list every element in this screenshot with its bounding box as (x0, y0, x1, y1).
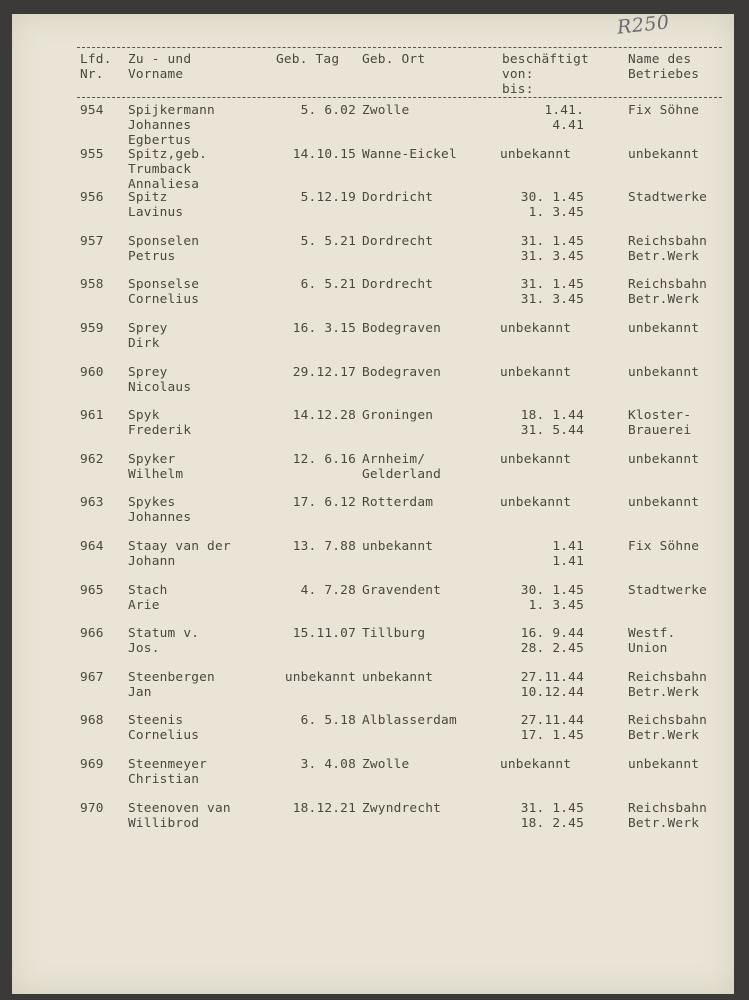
header-betrieb (628, 52, 728, 82)
row-betrieb-line: Betr.Werk (628, 816, 700, 831)
handwritten-note: R250 (615, 11, 671, 39)
row-name (128, 365, 268, 395)
row-beschaeftigt-line: 10.12.44 (520, 685, 584, 700)
row-beschaeftigt (488, 670, 584, 700)
row-nr (80, 452, 120, 467)
header-nr-line: Lfd. (80, 52, 112, 67)
row-geb-ort-line: Arnheim/ (362, 452, 426, 467)
row-geb-ort (362, 408, 490, 423)
row-nr (80, 190, 120, 205)
row-nr (80, 147, 120, 162)
row-betrieb-line: Betr.Werk (628, 685, 700, 700)
row-geb-tag (264, 626, 356, 641)
row-nr-line: 962 (80, 452, 104, 467)
row-betrieb (628, 365, 728, 380)
row-betrieb (628, 801, 728, 831)
row-nr-line: 957 (80, 234, 104, 249)
row-beschaeftigt-line: 30. 1.45 (520, 190, 584, 205)
row-geb-tag (264, 277, 356, 292)
row-beschaeftigt (500, 321, 596, 336)
row-geb-tag-line: 16. 3.15 (292, 321, 356, 336)
row-name-line: Sprey (128, 365, 168, 380)
row-name-line: Willibrod (128, 816, 200, 831)
row-geb-ort (362, 539, 490, 554)
header-betrieb-line: Name des (628, 52, 692, 67)
row-betrieb (628, 103, 728, 118)
row-name-line: Steenbergen (128, 670, 215, 685)
row-betrieb-line: Betr.Werk (628, 292, 700, 307)
row-betrieb (628, 147, 728, 162)
row-name-line: Jos. (128, 641, 160, 656)
row-name-line: Steenmeyer (128, 757, 208, 772)
header-beschaeftigt (502, 52, 598, 97)
row-beschaeftigt-line: 1.41 (552, 539, 584, 554)
row-geb-ort (362, 190, 490, 205)
row-geb-ort (362, 277, 490, 292)
row-name-line: Stach (128, 583, 168, 598)
row-geb-tag (264, 539, 356, 554)
row-geb-ort (362, 757, 490, 772)
row-geb-tag (264, 670, 356, 685)
row-name (128, 670, 268, 700)
row-betrieb-line: Union (628, 641, 668, 656)
row-betrieb (628, 626, 728, 656)
row-betrieb-line: Reichsbahn (628, 801, 708, 816)
row-geb-ort (362, 103, 490, 118)
row-beschaeftigt (500, 495, 596, 510)
row-betrieb-line: Betr.Werk (628, 249, 700, 264)
row-name (128, 452, 268, 482)
row-name-line: Dirk (128, 336, 160, 351)
row-beschaeftigt-line: unbekannt (500, 365, 572, 380)
row-betrieb-line: Reichsbahn (628, 670, 708, 685)
row-betrieb-line: Stadtwerke (628, 583, 708, 598)
row-geb-tag-line: 18.12.21 (292, 801, 356, 816)
header-nr (80, 52, 120, 82)
row-beschaeftigt-line: 31. 3.45 (520, 249, 584, 264)
row-geb-ort-line: Gravendent (362, 583, 442, 598)
row-beschaeftigt-line: 1.41. (544, 103, 584, 118)
row-beschaeftigt-line: 31. 5.44 (520, 423, 584, 438)
row-beschaeftigt-line: 18. 2.45 (520, 816, 584, 831)
row-geb-ort-line: Wanne-Eickel (362, 147, 457, 162)
row-beschaeftigt-line: unbekannt (500, 321, 572, 336)
row-name (128, 626, 268, 656)
row-geb-tag (264, 147, 356, 162)
row-betrieb-line: unbekannt (628, 757, 700, 772)
row-geb-ort (362, 583, 490, 598)
row-geb-ort (362, 713, 490, 728)
row-betrieb (628, 539, 728, 554)
row-geb-ort (362, 670, 490, 685)
row-nr-line: 965 (80, 583, 104, 598)
row-beschaeftigt-line: 27.11.44 (520, 713, 584, 728)
row-beschaeftigt-line: 1.41 (552, 554, 584, 569)
row-beschaeftigt-line: 18. 1.44 (520, 408, 584, 423)
header-geb-ort-line: Geb. Ort (362, 52, 426, 67)
row-geb-ort (362, 234, 490, 249)
row-name-line: Johann (128, 554, 176, 569)
row-beschaeftigt (488, 190, 584, 220)
row-beschaeftigt-line: 4.41 (552, 118, 584, 133)
row-geb-ort-line: unbekannt (362, 670, 434, 685)
row-name (128, 539, 268, 569)
row-nr-line: 966 (80, 626, 104, 641)
row-geb-tag (264, 801, 356, 816)
row-nr-line: 960 (80, 365, 104, 380)
row-beschaeftigt-line: 31. 1.45 (520, 277, 584, 292)
row-betrieb (628, 321, 728, 336)
row-betrieb-line: Brauerei (628, 423, 692, 438)
row-betrieb (628, 452, 728, 467)
row-betrieb (628, 190, 728, 205)
row-nr-line: 963 (80, 495, 104, 510)
row-geb-ort-line: Rotterdam (362, 495, 434, 510)
row-beschaeftigt (488, 583, 584, 613)
row-betrieb-line: Stadtwerke (628, 190, 708, 205)
row-nr (80, 277, 120, 292)
row-geb-ort (362, 801, 490, 816)
row-geb-tag (264, 321, 356, 336)
row-geb-tag-line: 15.11.07 (292, 626, 356, 641)
row-geb-tag-line: 14.10.15 (292, 147, 356, 162)
row-beschaeftigt-line: 28. 2.45 (520, 641, 584, 656)
row-geb-ort-line: unbekannt (362, 539, 434, 554)
row-name (128, 321, 268, 351)
row-nr-line: 954 (80, 103, 104, 118)
row-beschaeftigt-line: 31. 3.45 (520, 292, 584, 307)
row-name-line: Lavinus (128, 205, 184, 220)
row-beschaeftigt-line: 31. 1.45 (520, 801, 584, 816)
row-name (128, 583, 268, 613)
row-nr (80, 234, 120, 249)
row-geb-ort (362, 365, 490, 380)
row-name (128, 757, 268, 787)
row-geb-ort-line: Gelderland (362, 467, 442, 482)
row-nr-line: 961 (80, 408, 104, 423)
row-geb-ort-line: Tillburg (362, 626, 426, 641)
header-geb-tag-line: Geb. Tag (276, 52, 340, 67)
row-nr (80, 670, 120, 685)
row-nr (80, 583, 120, 598)
row-beschaeftigt-line: unbekannt (500, 757, 572, 772)
row-beschaeftigt (488, 234, 584, 264)
row-name (128, 713, 268, 743)
row-name-line: Johannes (128, 510, 192, 525)
row-beschaeftigt (500, 365, 596, 380)
row-beschaeftigt-line: unbekannt (500, 147, 572, 162)
row-name (128, 801, 268, 831)
row-betrieb-line: unbekannt (628, 147, 700, 162)
row-name-line: Statum v. (128, 626, 200, 641)
row-beschaeftigt-line: 16. 9.44 (520, 626, 584, 641)
row-nr-line: 956 (80, 190, 104, 205)
row-beschaeftigt-line: 1. 3.45 (528, 598, 584, 613)
row-betrieb-line: Reichsbahn (628, 234, 708, 249)
row-geb-tag-line: 12. 6.16 (292, 452, 356, 467)
row-nr-line: 968 (80, 713, 104, 728)
header-rule-top (77, 47, 722, 48)
row-geb-ort-line: Zwolle (362, 103, 410, 118)
row-name-line: Annaliesa (128, 177, 200, 192)
row-beschaeftigt-line: 27.11.44 (520, 670, 584, 685)
row-beschaeftigt-line: 30. 1.45 (520, 583, 584, 598)
row-name (128, 103, 268, 148)
row-name-line: Spitz,geb. (128, 147, 208, 162)
row-betrieb (628, 583, 728, 598)
row-betrieb-line: Westf. (628, 626, 676, 641)
row-nr (80, 495, 120, 510)
row-geb-tag (264, 408, 356, 423)
row-name (128, 408, 268, 438)
row-name (128, 147, 268, 192)
row-geb-tag-line: 29.12.17 (292, 365, 356, 380)
row-betrieb-line: Reichsbahn (628, 713, 708, 728)
row-beschaeftigt (488, 539, 584, 569)
row-nr-line: 958 (80, 277, 104, 292)
row-beschaeftigt (488, 103, 584, 133)
row-name (128, 495, 268, 525)
row-betrieb (628, 713, 728, 743)
row-geb-tag-line: 14.12.28 (292, 408, 356, 423)
row-beschaeftigt-line: 17. 1.45 (520, 728, 584, 743)
row-name-line: Staay van der (128, 539, 231, 554)
row-betrieb-line: unbekannt (628, 452, 700, 467)
row-name-line: Cornelius (128, 728, 200, 743)
row-name-line: Spyk (128, 408, 160, 423)
row-beschaeftigt (488, 626, 584, 656)
row-betrieb (628, 670, 728, 700)
row-name-line: Johannes (128, 118, 192, 133)
row-beschaeftigt (488, 801, 584, 831)
row-geb-tag-line: unbekannt (284, 670, 356, 685)
row-name-line: Spitz (128, 190, 168, 205)
row-geb-tag-line: 17. 6.12 (292, 495, 356, 510)
row-nr (80, 626, 120, 641)
row-geb-tag-line: 6. 5.21 (300, 277, 356, 292)
row-geb-tag-line: 3. 4.08 (300, 757, 356, 772)
row-name-line: Wilhelm (128, 467, 184, 482)
row-beschaeftigt (488, 277, 584, 307)
row-geb-tag-line: 5.12.19 (300, 190, 356, 205)
row-name-line: Petrus (128, 249, 176, 264)
row-geb-ort-line: Dordricht (362, 190, 434, 205)
row-betrieb (628, 495, 728, 510)
row-name-line: Cornelius (128, 292, 200, 307)
row-geb-ort-line: Zwyndrecht (362, 801, 442, 816)
row-geb-tag-line: 5. 6.02 (300, 103, 356, 118)
row-betrieb-line: unbekannt (628, 365, 700, 380)
row-nr-line: 959 (80, 321, 104, 336)
row-name-line: Sprey (128, 321, 168, 336)
row-name-line: Spijkermann (128, 103, 215, 118)
header-name (128, 52, 268, 82)
row-betrieb (628, 277, 728, 307)
row-betrieb-line: Fix Söhne (628, 103, 700, 118)
row-betrieb (628, 234, 728, 264)
row-geb-ort-line: Bodegraven (362, 365, 442, 380)
row-nr-line: 964 (80, 539, 104, 554)
row-geb-tag (264, 583, 356, 598)
row-betrieb-line: Betr.Werk (628, 728, 700, 743)
row-name-line: Nicolaus (128, 380, 192, 395)
row-betrieb-line: Fix Söhne (628, 539, 700, 554)
row-geb-ort (362, 495, 490, 510)
row-geb-ort-line: Alblasserdam (362, 713, 457, 728)
row-betrieb-line: unbekannt (628, 321, 700, 336)
header-geb-tag (276, 52, 368, 67)
header-beschaeftigt-line: bis: (502, 82, 534, 97)
row-geb-ort-line: Bodegraven (362, 321, 442, 336)
row-name-line: Frederik (128, 423, 192, 438)
row-name (128, 190, 268, 220)
row-nr-line: 970 (80, 801, 104, 816)
row-geb-tag (264, 103, 356, 118)
row-beschaeftigt-line: unbekannt (500, 495, 572, 510)
row-beschaeftigt-line: 1. 3.45 (528, 205, 584, 220)
header-rule-bottom (77, 97, 722, 98)
row-betrieb (628, 408, 728, 438)
row-geb-tag-line: 6. 5.18 (300, 713, 356, 728)
row-geb-tag (264, 757, 356, 772)
row-beschaeftigt (488, 408, 584, 438)
header-nr-line: Nr. (80, 67, 104, 82)
row-geb-tag (264, 190, 356, 205)
row-nr (80, 801, 120, 816)
row-name-line: Jan (128, 685, 152, 700)
row-nr (80, 321, 120, 336)
row-nr (80, 408, 120, 423)
row-nr (80, 103, 120, 118)
row-beschaeftigt (500, 757, 596, 772)
row-name-line: Sponselen (128, 234, 200, 249)
row-geb-ort-line: Groningen (362, 408, 434, 423)
header-geb-ort (362, 52, 490, 67)
row-beschaeftigt (500, 147, 596, 162)
row-nr (80, 757, 120, 772)
row-betrieb-line: Kloster- (628, 408, 692, 423)
row-name-line: Spyker (128, 452, 176, 467)
row-name-line: Arie (128, 598, 160, 613)
row-name-line: Steenis (128, 713, 184, 728)
row-betrieb (628, 757, 728, 772)
row-name-line: Steenoven van (128, 801, 231, 816)
row-geb-ort-line: Dordrecht (362, 277, 434, 292)
row-nr-line: 955 (80, 147, 104, 162)
row-geb-ort (362, 452, 490, 482)
row-beschaeftigt-line: 31. 1.45 (520, 234, 584, 249)
row-name (128, 234, 268, 264)
row-geb-ort (362, 147, 490, 162)
row-geb-tag (264, 713, 356, 728)
row-geb-tag (264, 365, 356, 380)
header-beschaeftigt-line: beschäftigt (502, 52, 589, 67)
row-geb-tag (264, 234, 356, 249)
row-name-line: Egbertus (128, 133, 192, 148)
row-nr-line: 969 (80, 757, 104, 772)
row-geb-tag-line: 5. 5.21 (300, 234, 356, 249)
row-name-line: Sponselse (128, 277, 200, 292)
row-geb-ort (362, 321, 490, 336)
row-geb-ort-line: Zwolle (362, 757, 410, 772)
row-beschaeftigt (488, 713, 584, 743)
row-name (128, 277, 268, 307)
row-beschaeftigt-line: unbekannt (500, 452, 572, 467)
header-name-line: Vorname (128, 67, 184, 82)
row-beschaeftigt (500, 452, 596, 467)
row-nr-line: 967 (80, 670, 104, 685)
header-betrieb-line: Betriebes (628, 67, 700, 82)
row-name-line: Trumback (128, 162, 192, 177)
row-name-line: Christian (128, 772, 200, 787)
row-nr (80, 539, 120, 554)
row-geb-tag-line: 13. 7.88 (292, 539, 356, 554)
row-betrieb-line: Reichsbahn (628, 277, 708, 292)
row-geb-tag (264, 495, 356, 510)
header-name-line: Zu - und (128, 52, 192, 67)
row-nr (80, 713, 120, 728)
row-name-line: Spykes (128, 495, 176, 510)
row-betrieb-line: unbekannt (628, 495, 700, 510)
row-nr (80, 365, 120, 380)
row-geb-ort-line: Dordrecht (362, 234, 434, 249)
row-geb-tag (264, 452, 356, 467)
header-beschaeftigt-line: von: (502, 67, 534, 82)
row-geb-ort (362, 626, 490, 641)
row-geb-tag-line: 4. 7.28 (300, 583, 356, 598)
